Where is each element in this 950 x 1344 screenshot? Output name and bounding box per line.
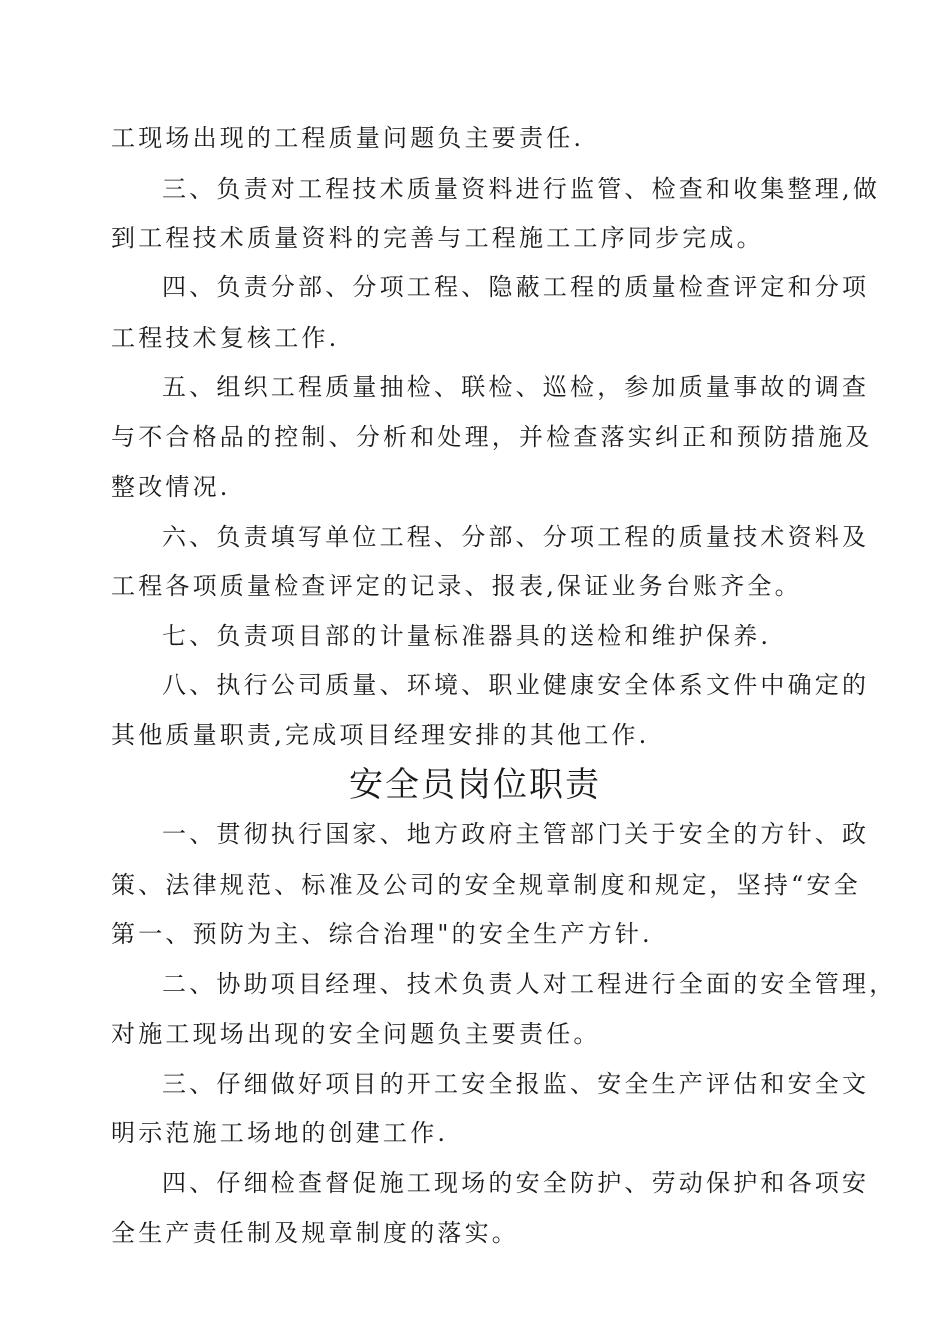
text-line: 四、负责分部、分项工程、隐蔽工程的质量检查评定和分项 bbox=[162, 273, 870, 301]
text-line: 整改情况. bbox=[111, 473, 231, 501]
text-line: 策、法律规范、标准及公司的安全规章制度和规定，坚持“安全 bbox=[111, 871, 861, 899]
text-line: 四、仔细检查督促施工现场的安全防护、劳动保护和各项安 bbox=[162, 1169, 870, 1197]
text-line: 工程技术复核工作. bbox=[111, 324, 340, 352]
text-line: 一、贯彻执行国家、地方政府主管部门关于安全的方针、政 bbox=[162, 820, 870, 848]
text-line: 明示范施工场地的创建工作. bbox=[111, 1119, 449, 1147]
text-line: 其他质量职责,完成项目经理安排的其他工作. bbox=[111, 721, 650, 749]
text-line: 八、执行公司质量、环境、职业健康安全体系文件中确定的 bbox=[162, 671, 870, 699]
text-line: 到工程技术质量资料的完善与工程施工工序同步完成。 bbox=[111, 224, 764, 252]
text-line: 七、负责项目部的计量标准器具的送检和维护保养. bbox=[162, 622, 772, 650]
text-line: 第一、预防为主、综合治理"的安全生产方针. bbox=[111, 920, 653, 948]
section-title: 安全员岗位职责 bbox=[349, 765, 601, 805]
text-line: 全生产责任制及规章制度的落实。 bbox=[111, 1219, 519, 1247]
text-line: 与不合格品的控制、分析和处理，并检查落实纠正和预防措施及 bbox=[111, 423, 873, 451]
text-line: 二、协助项目经理、技术负责人对工程进行全面的安全管理， bbox=[162, 970, 897, 998]
text-line: 五、组织工程质量抽检、联检、巡检，参加质量事故的调查 bbox=[162, 373, 870, 401]
text-line: 工程各项质量检查评定的记录、报表,保证业务台账齐全。 bbox=[111, 572, 802, 600]
text-line: 对施工现场出现的安全问题负主要责任。 bbox=[111, 1020, 601, 1048]
text-line: 六、负责填写单位工程、分部、分项工程的质量技术资料及 bbox=[162, 523, 870, 551]
text-line: 工现场出现的工程质量问题负主要责任. bbox=[111, 124, 585, 152]
text-line: 三、仔细做好项目的开工安全报监、安全生产评估和安全文 bbox=[162, 1070, 870, 1098]
text-line: 三、负责对工程技术质量资料进行监管、检查和收集整理,做 bbox=[162, 175, 881, 203]
